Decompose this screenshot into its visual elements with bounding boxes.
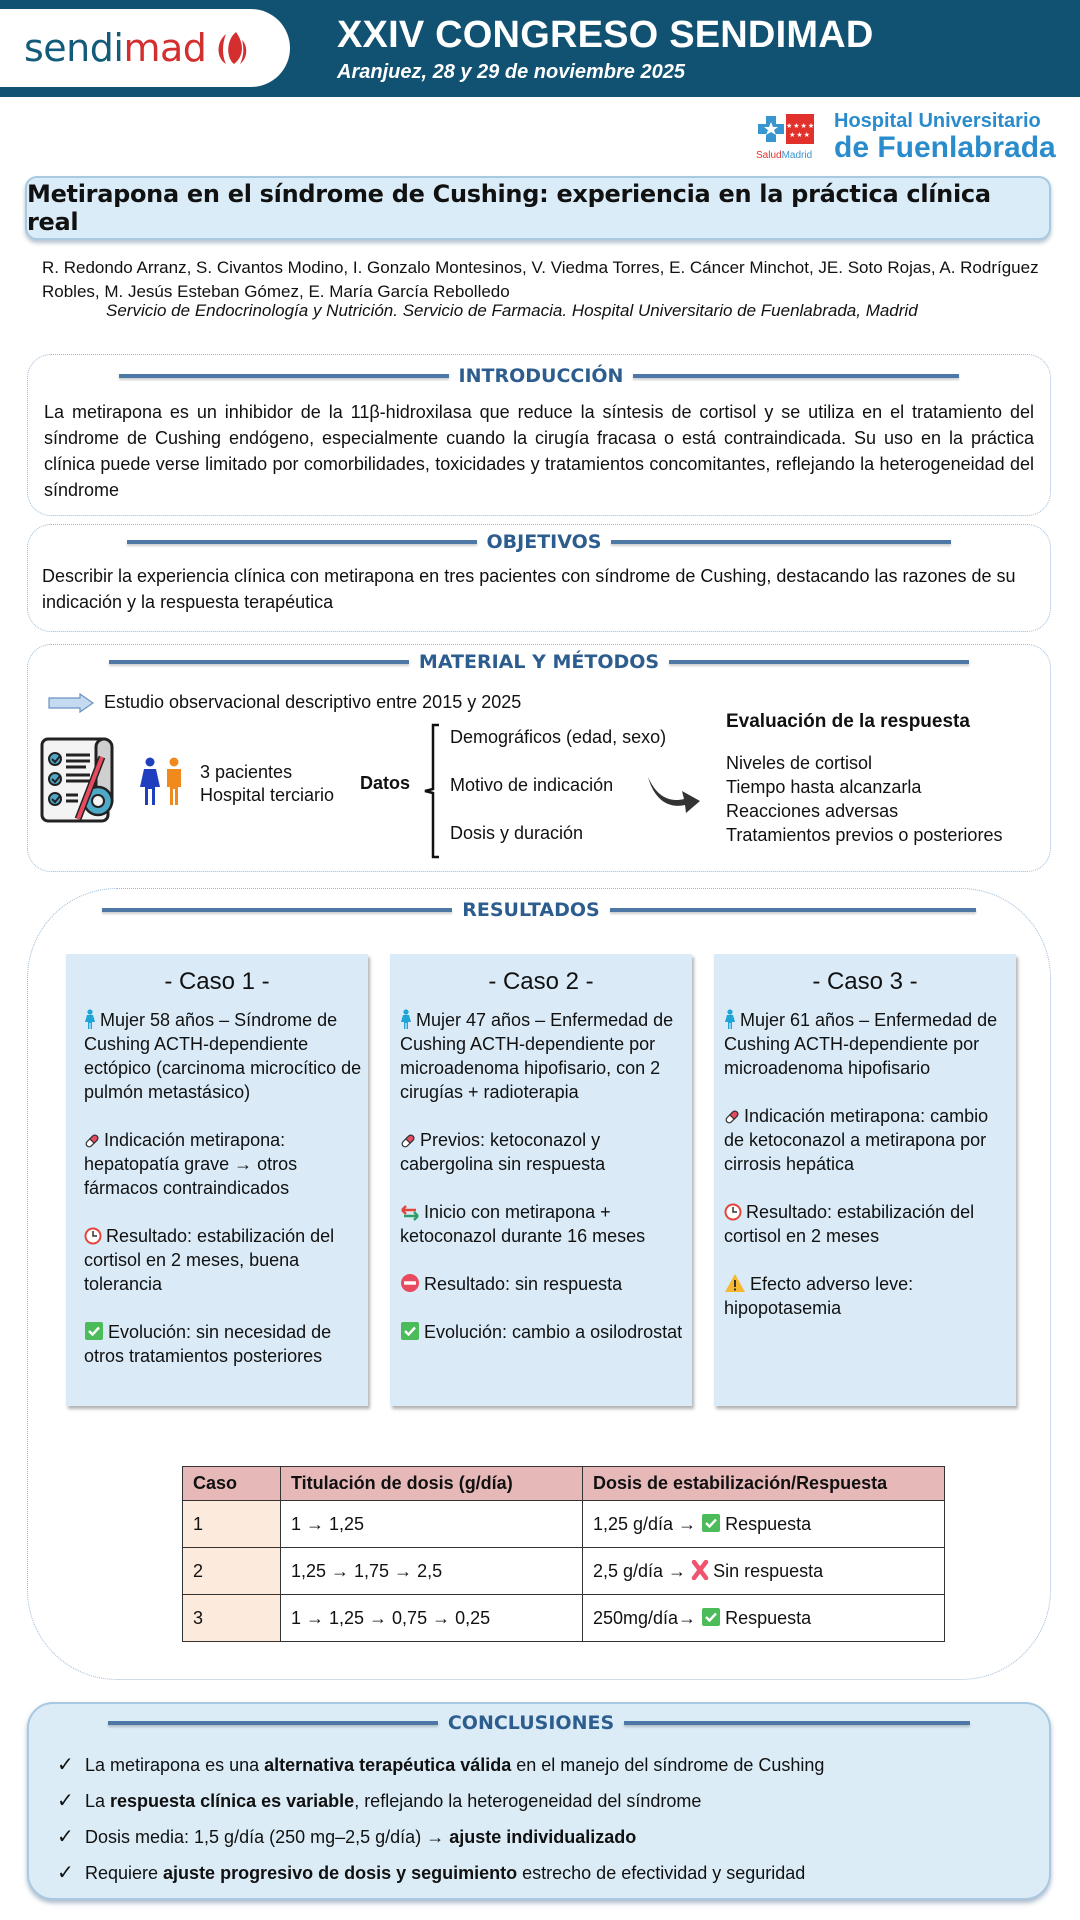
divider-line [624, 1721, 970, 1725]
case-item-text: Resultado: estabilización del cortisol en 2 meses, buena tolerancia [84, 1226, 335, 1294]
case-item-text: Inicio con metirapona + ketoconazol durante 16 meses [400, 1202, 646, 1246]
evaluation-list [726, 751, 1002, 847]
conclusion-bold: ajuste individualizado [449, 1827, 637, 1847]
curved-arrow-icon [646, 773, 702, 813]
response-value: Respuesta [725, 1608, 812, 1628]
patients-info [200, 761, 334, 807]
datos-item: Demográficos (edad, sexo) [450, 727, 667, 747]
section-material-metodos [27, 644, 1051, 872]
conclusion-text: La [85, 1791, 111, 1811]
logo-text-sendi: sendi [24, 26, 124, 70]
case-title: - Caso 1 - [164, 968, 270, 995]
congress-title: XXIV CONGRESO SENDIMAD [337, 14, 874, 56]
dose-value: 1,25 g/día → [593, 1514, 697, 1534]
conclusion-text: Dosis media: 1,5 g/día (250 mg–2,5 g/día) → [85, 1827, 450, 1847]
conclusion-item [57, 1752, 824, 1777]
cell-titulacion: 1,25 → 1,75 → 2,5 [281, 1548, 583, 1595]
column-header: Dosis de estabilización/Respuesta [583, 1467, 945, 1501]
conclusion-bold: ajuste progresivo de dosis y seguimiento [163, 1863, 518, 1883]
patients-icon [138, 757, 186, 807]
conclusion-text: Requiere [85, 1863, 164, 1883]
case-item [400, 1128, 688, 1176]
hospital-name-line1: Hospital Universitario [834, 110, 1041, 132]
case-item [400, 1320, 688, 1344]
case-item-text: Evolución: sin necesidad de otros tratamientos posteriores [84, 1322, 332, 1366]
conclusion-text: , reflejando la heterogeneidad del síndrome [354, 1791, 702, 1811]
response-value: Sin respuesta [713, 1561, 824, 1581]
dose-value: 2,5 g/día → [593, 1561, 687, 1581]
hospital-name-line2: de Fuenlabrada [834, 131, 1056, 164]
curly-brace-icon [421, 723, 443, 859]
header-banner [0, 0, 1080, 97]
conclusion-item [57, 1860, 805, 1885]
section-heading: OBJETIVOS [486, 531, 602, 553]
pill-icon [400, 1133, 416, 1149]
evaluation-item: Niveles de cortisol [726, 753, 873, 773]
divider-line [108, 1721, 438, 1725]
madrid-flag-icon: ★★★★ ★★★ [786, 114, 814, 144]
section-heading: INTRODUCCIÓN [458, 365, 624, 387]
objetivos-text: Describir la experiencia clínica con metirapona en tres pacientes con síndrome de Cushing, destacando las razones de su indicación y la respuesta terapéutica [42, 566, 1016, 612]
case-item [724, 1272, 1012, 1320]
authors: R. Redondo Arranz, S. Civantos Modino, I. Gonzalo Montesinos, V. Viedma Torres, E. Cáncer Minchot, JE. Soto Rojas, A. Rodríguez Robles, M. Jesús Esteban Gómez, E. María García Rebolledo [42, 258, 1039, 301]
poster-title-box [25, 176, 1051, 240]
case-item [724, 1200, 1012, 1248]
conclusion-bold: alternativa terapéutica válida [264, 1755, 512, 1775]
table-row [183, 1548, 945, 1595]
check-box-icon [84, 1321, 104, 1341]
conclusion-text: estrecho de efectividad y seguridad [517, 1863, 806, 1883]
divider-line [669, 660, 969, 664]
column-header: Caso [183, 1467, 281, 1501]
dose-value: 250mg/día→ [593, 1608, 697, 1628]
affiliation: Servicio de Endocrinología y Nutrición. Servicio de Farmacia. Hospital Universitario de Fuenlabrada, Madrid [106, 301, 918, 320]
checkmark-icon: ✓ [57, 1790, 74, 1812]
swap-arrows-icon [400, 1205, 420, 1221]
warning-icon [724, 1273, 746, 1293]
case-item [724, 1104, 1012, 1176]
case-item [400, 1200, 688, 1248]
cell-dosis [583, 1501, 945, 1548]
divider-line [127, 540, 477, 544]
case-item-text: Evolución: cambio a osilodrostat [424, 1322, 683, 1342]
divider-line [611, 540, 951, 544]
dose-table [182, 1466, 945, 1642]
section-heading: MATERIAL Y MÉTODOS [418, 651, 660, 673]
case-item [400, 1272, 688, 1296]
salud-text: Salud [756, 150, 782, 161]
divider-line [633, 374, 959, 378]
table-row [183, 1501, 945, 1548]
case-item-text: Mujer 58 años – Síndrome de Cushing ACTH-dependiente ectópico (carcinoma microcítico de pulmón metastásico) [84, 1010, 362, 1102]
checkmark-icon: ✓ [57, 1862, 74, 1884]
poster-title: Metirapona en el síndrome de Cushing: experiencia en la práctica clínica real [27, 180, 991, 236]
madrid-text: Madrid [781, 150, 813, 161]
conclusion-item [57, 1824, 636, 1849]
cell-dosis [583, 1548, 945, 1595]
divider-line [610, 908, 976, 912]
right-arrow-icon [48, 693, 94, 713]
datos-item: Dosis y duración [450, 823, 584, 843]
clock-icon [724, 1203, 742, 1221]
section-conclusiones [27, 1702, 1051, 1900]
sendimad-logo [0, 9, 290, 87]
case-item [400, 1008, 688, 1104]
woman-icon [84, 1009, 96, 1029]
datos-label: Datos [360, 773, 411, 793]
logo-text-mad: mad [123, 26, 207, 70]
section-heading: CONCLUSIONES [447, 1712, 615, 1734]
cross-mark-icon [691, 1560, 709, 1580]
case-item [84, 1224, 364, 1296]
case-item-text: Resultado: sin respuesta [424, 1274, 623, 1294]
divider-line [102, 908, 452, 912]
conclusion-item [57, 1788, 701, 1813]
response-value: Respuesta [725, 1514, 812, 1534]
pill-icon [724, 1109, 740, 1125]
case-card-1 [66, 954, 368, 1406]
check-box-icon [400, 1321, 420, 1341]
checkmark-icon: ✓ [57, 1826, 74, 1848]
woman-icon [724, 1009, 736, 1029]
case-item-text: Indicación metirapona: cambio de ketoconazol a metirapona por cirrosis hepática [724, 1106, 989, 1174]
cell-caso: 1 [183, 1501, 281, 1548]
cell-caso: 3 [183, 1595, 281, 1642]
cell-titulacion: 1 → 1,25 → 0,75 → 0,25 [281, 1595, 583, 1642]
patients-count: 3 pacientes [200, 762, 293, 782]
case-card-2 [390, 954, 692, 1406]
clock-icon [84, 1227, 102, 1245]
case-item [84, 1320, 364, 1368]
intro-text: La metirapona es un inhibidor de la 11β-hidroxilasa que reduce la síntesis de cortisol y se utiliza en el tratamiento del síndrome de Cushing endógeno, especialmente cuando la cirugía fracasa o está contraindicada. Su uso en la práctica clínica puede verse limitado por comorbilidades, toxicidades y tratamientos concomitantes, reflejando la heterogeneidad del síndrome [44, 402, 1034, 500]
evaluation-heading: Evaluación de la respuesta [726, 711, 970, 732]
case-title: - Caso 3 - [812, 968, 918, 995]
case-item-text: Mujer 47 años – Enfermedad de Cushing ACTH-dependiente por microadenoma hipofisario, con 2 cirugías + radioterapia [400, 1010, 674, 1102]
case-item [84, 1008, 364, 1104]
woman-icon [400, 1009, 412, 1029]
evaluation-item: Tratamientos previos o posteriores [726, 825, 1003, 845]
case-card-3 [714, 954, 1016, 1406]
check-box-icon [701, 1607, 721, 1627]
no-entry-icon [400, 1273, 420, 1293]
case-item-text: Indicación metirapona: hepatopatía grave → otros fármacos contraindicados [84, 1130, 298, 1198]
cell-dosis [583, 1595, 945, 1642]
salud-madrid-star-icon [756, 114, 786, 144]
case-item [724, 1008, 1012, 1080]
case-item-text: Resultado: estabilización del cortisol en 2 meses [724, 1202, 975, 1246]
salud-madrid-label [756, 150, 812, 161]
case-item-text: Efecto adverso leve: hipopotasemia [724, 1274, 914, 1318]
conclusion-text: La metirapona es una [85, 1755, 265, 1775]
section-heading: RESULTADOS [462, 899, 600, 921]
conclusion-bold: respuesta clínica es variable [110, 1791, 355, 1811]
checkmark-icon: ✓ [57, 1754, 74, 1776]
case-item-text: Mujer 61 años – Enfermedad de Cushing ACTH-dependiente por microadenoma hipofisario [724, 1010, 998, 1078]
checklist-clipboard-icon [38, 735, 126, 827]
case-item-text: Previos: ketoconazol y cabergolina sin respuesta [400, 1130, 606, 1174]
flame-logo-icon [212, 28, 252, 68]
case-item [84, 1128, 364, 1200]
hospital-type: Hospital terciario [200, 785, 335, 805]
column-header: Titulación de dosis (g/día) [281, 1467, 583, 1501]
check-box-icon [701, 1513, 721, 1533]
table-row [183, 1595, 945, 1642]
congress-date: Aranjuez, 28 y 29 de noviembre 2025 [337, 61, 685, 83]
evaluation-item: Reacciones adversas [726, 801, 899, 821]
pill-icon [84, 1133, 100, 1149]
conclusion-text: en el manejo del síndrome de Cushing [511, 1755, 825, 1775]
cell-titulacion: 1 → 1,25 [281, 1501, 583, 1548]
evaluation-item: Tiempo hasta alcanzarla [726, 777, 922, 797]
datos-item: Motivo de indicación [450, 775, 614, 795]
cell-caso: 2 [183, 1548, 281, 1595]
case-title: - Caso 2 - [488, 968, 594, 995]
divider-line [119, 374, 449, 378]
section-introduccion [27, 354, 1051, 516]
table-header-row [183, 1467, 945, 1501]
study-type: Estudio observacional descriptivo entre 2015 y 2025 [104, 692, 522, 712]
hospital-logo [756, 110, 1068, 166]
divider-line [109, 660, 409, 664]
section-objetivos [27, 524, 1051, 632]
